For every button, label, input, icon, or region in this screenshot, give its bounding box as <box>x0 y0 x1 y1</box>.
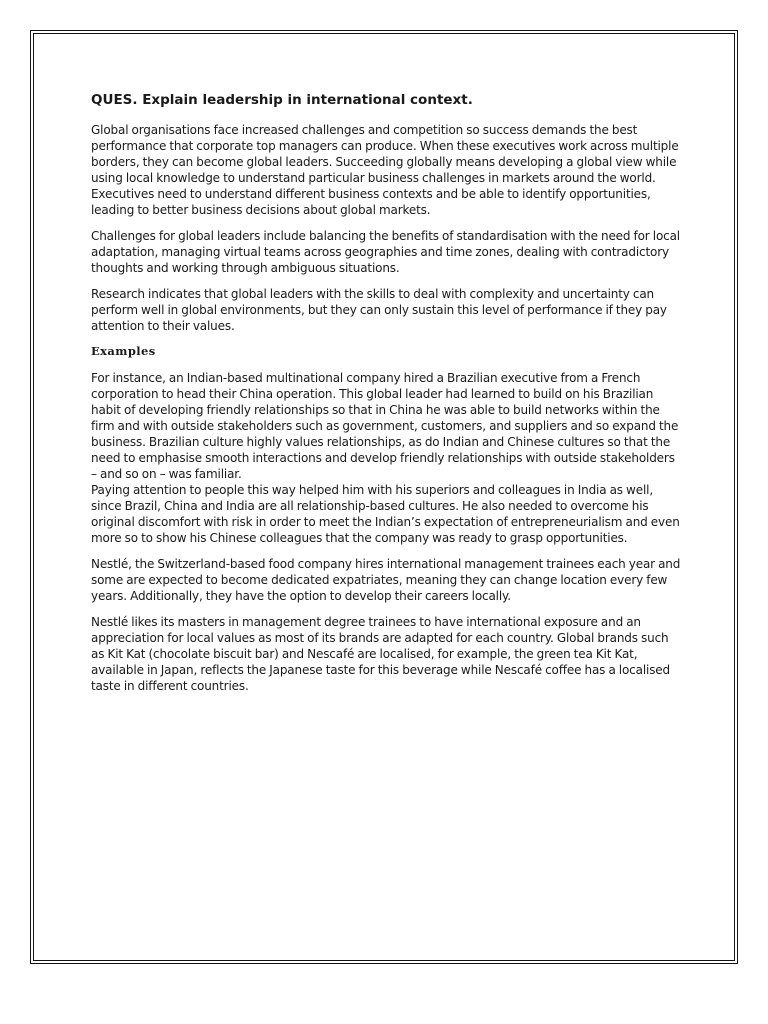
examples-heading: Examples <box>91 344 156 358</box>
intro-paragraph-1: Global organisations face increased challenges and competition so success demands the best performance that corporate top managers can produce. When these executives work across multiple borders, they can become global leaders. Succeeding globally means developing a global view while using local knowledge to understand particular business challenges in markets around the world. Executives need to understand different business contexts and be able to identify opportunities, leading to better business decisions about global markets. <box>91 123 679 217</box>
document-body <box>91 92 683 704</box>
example-paragraph-3: Nestlé, the Switzerland-based food company hires international management trainees each year and some are expected to become dedicated expatriates, meaning they can change location every few years. Additionally, they have the option to develop their careers locally. <box>91 557 681 603</box>
intro-paragraph-2: Challenges for global leaders include balancing the benefits of standardisation with the need for local adaptation, managing virtual teams across geographies and time zones, dealing with contradictory thoughts and working through ambiguous situations. <box>91 229 680 275</box>
example-paragraph-4: Nestlé likes its masters in management degree trainees to have international exposure and an appreciation for local values as most of its brands are adapted for each country. Global brands such as Kit Kat (chocolate biscuit bar) and Nescafé are localised, for example, the green tea Kit Kat, available in Japan, reflects the Japanese taste for this beverage while Nescafé coffee has a localised taste in different countries. <box>91 615 671 693</box>
intro-paragraph-3: Research indicates that global leaders with the skills to deal with complexity and uncertainty can perform well in global environments, but they can only sustain this level of performance if they pay attention to their values. <box>91 287 667 333</box>
example-paragraph-1: For instance, an Indian-based multinational company hired a Brazilian executive from a French corporation to head their China operation. This global leader had learned to build on his Brazilian habit of developing friendly relationships so that in China he was able to build networks within the firm and with outside stakeholders such as government, customers, and suppliers and so expand the business. Brazilian culture highly values relationships, as do Indian and Chinese cultures so that the need to emphasise smooth interactions and develop friendly relationships with outside stakeholders – and so on – was familiar. <box>91 371 679 481</box>
example-paragraph-2: Paying attention to people this way helped him with his superiors and colleagues in India as well, since Brazil, China and India are all relationship-based cultures. He also needed to overcome his original discomfort with risk in order to meet the Indian’s expectation of entrepreneurialism and even more so to show his Chinese colleagues that the company was ready to grasp opportunities. <box>91 483 680 545</box>
question-title: QUES. Explain leadership in international context. <box>91 92 473 108</box>
